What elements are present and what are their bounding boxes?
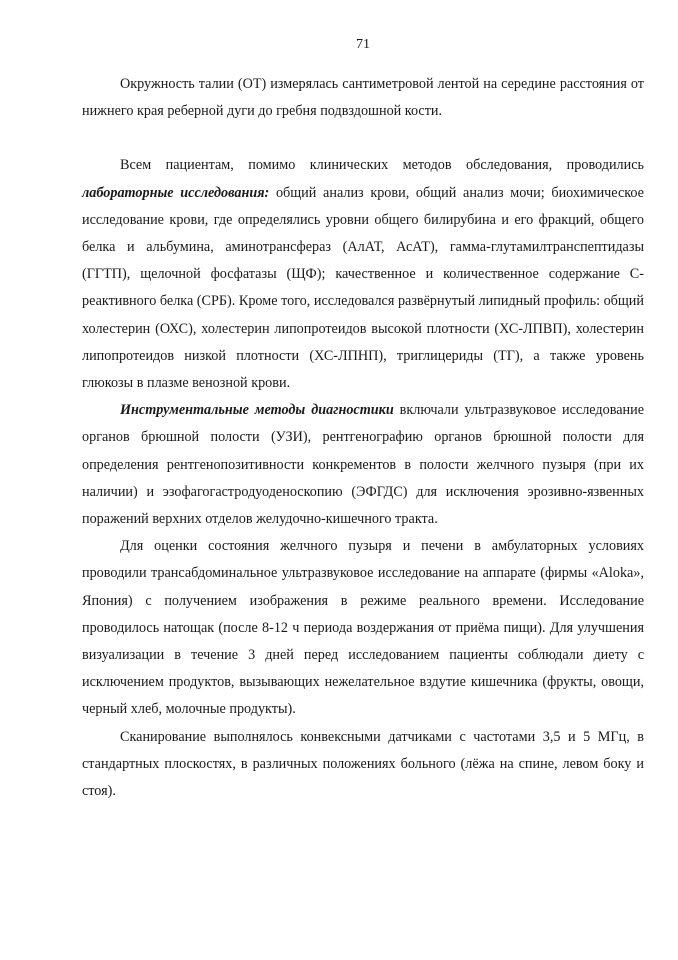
paragraph-laboratory-tests xyxy=(82,152,644,397)
document-body xyxy=(82,71,644,805)
paragraph-lab-details: общий анализ крови, общий анализ мочи; биохимическое исследование крови, где определялись уровни общего билирубина и его фракций, общего белка и альбумина, аминотрансфераз (АлАТ, АсАТ), гамма-глутамилтранспептидазы (ГГТП), щелочной фосфатазы (ЩФ); качественное и количественное содержание С-реактивного белка (СРБ). Кроме того, исследовался развёрнутый липидный профиль: общий холестерин (ОХС), холестерин липопротеидов высокой плотности (ХС-ЛПВП), холестерин липопротеидов низкой плотности (ХС-ЛПНП), триглицериды (ТГ), а также уровень глюкозы в плазме венозной крови. xyxy=(82,184,644,392)
paragraph-instrumental-details: включали ультразвуковое исследование органов брюшной полости (УЗИ), рентгенографию органов брюшной полости для определения рентгенопозитивности конкрементов в полости желчного пузыря (при их наличии) и эзофагогастродуоденоскопию (ЭФГДС) для исключения эрозивно-язвенных поражений верхних отделов желудочно-кишечного тракта. xyxy=(82,402,644,528)
paragraph-ultrasound: Для оценки состояния желчного пузыря и печени в амбулаторных условиях проводили трансабдоминальное ультразвуковое исследование на аппарате (фирмы «Aloka», Япония) с получением изображения в режиме реального времени. Исследование проводилось натощак (после 8-12 ч периода воздержания от приёма пищи). Для улучшения визуализации в течение 3 дней перед исследованием пациенты соблюдали диету с исключением продуктов, вызывающих нежелательное вздутие кишечника (фрукты, овощи, черный хлеб, молочные продукты). xyxy=(82,538,644,718)
paragraph-scanning: Сканирование выполнялось конвексными датчиками с частотами 3,5 и 5 МГц, в стандартных плоскостях, в различных положениях больного (лёжа на спине, левом боку и стоя). xyxy=(82,728,644,800)
term-laboratory-tests: лабораторные исследования: xyxy=(82,184,270,201)
paragraph-lab-intro: Всем пациентам, помимо клинических методов обследования, проводились xyxy=(120,157,644,174)
paragraph-waist-measurement: Окружность талии (ОТ) измерялась сантиметровой лентой на середине расстояния от нижнего края реберной дуги до гребня подвздошной кости. xyxy=(82,76,644,120)
term-instrumental-methods: Инструментальные методы диагностики xyxy=(120,402,394,419)
paragraph-instrumental-methods xyxy=(82,397,644,533)
page-number: 71 xyxy=(356,37,370,52)
